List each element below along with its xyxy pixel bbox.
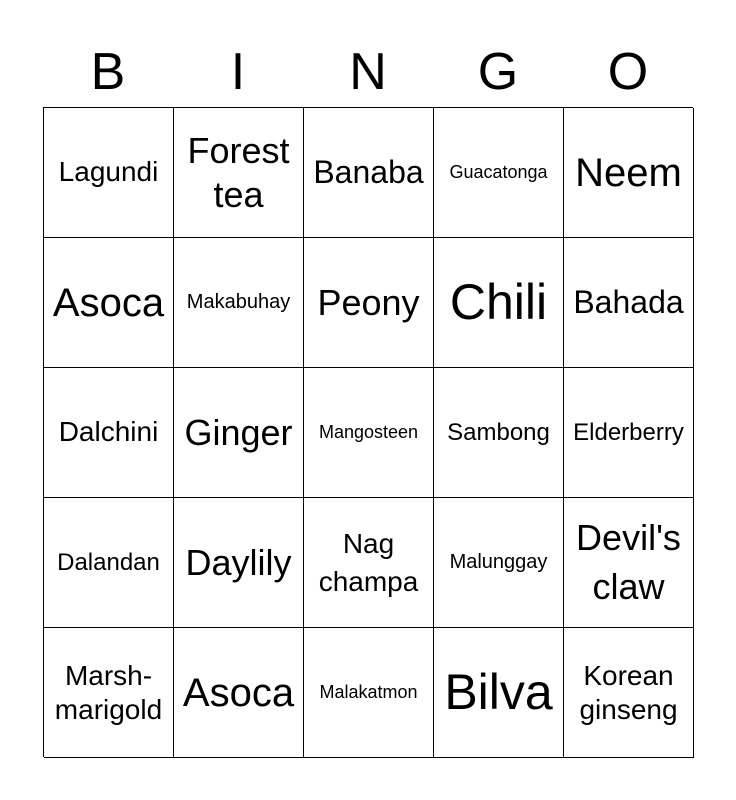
bingo-cell[interactable]: Daylily [174,498,304,628]
bingo-cell[interactable]: Dalandan [44,498,174,628]
bingo-board [43,107,693,757]
bingo-cell[interactable]: Elderberry [564,368,694,498]
bingo-cell[interactable]: Marsh-marigold [44,628,174,758]
bingo-cell[interactable]: Chili [434,238,564,368]
bingo-cell[interactable]: Devil's claw [564,498,694,628]
bingo-cell[interactable]: Banaba [304,108,434,238]
bingo-cell[interactable]: Bahada [564,238,694,368]
header-letter-n: N [349,43,387,101]
bingo-cell[interactable]: Korean ginseng [564,628,694,758]
bingo-cell[interactable]: Makabuhay [174,238,304,368]
bingo-cell[interactable]: Ginger [174,368,304,498]
bingo-cell[interactable]: Mangosteen [304,368,434,498]
bingo-cell[interactable]: Malunggay [434,498,564,628]
header-letter-i: I [230,43,246,101]
header-letter-b: B [90,43,126,101]
bingo-cell[interactable]: Asoca [174,628,304,758]
bingo-cell[interactable]: Neem [564,108,694,238]
bingo-cell[interactable]: Bilva [434,628,564,758]
bingo-cell[interactable]: Asoca [44,238,174,368]
bingo-header [43,40,693,104]
bingo-cell[interactable]: Guacatonga [434,108,564,238]
header-letter-g: G [477,43,519,101]
header-letter-o: O [607,43,649,101]
bingo-cell[interactable]: Sambong [434,368,564,498]
bingo-cell[interactable]: Dalchini [44,368,174,498]
bingo-cell[interactable]: Lagundi [44,108,174,238]
bingo-cell[interactable]: Malakatmon [304,628,434,758]
bingo-cell[interactable]: Forest tea [174,108,304,238]
bingo-cell[interactable]: Peony [304,238,434,368]
bingo-cell[interactable]: Nag champa [304,498,434,628]
